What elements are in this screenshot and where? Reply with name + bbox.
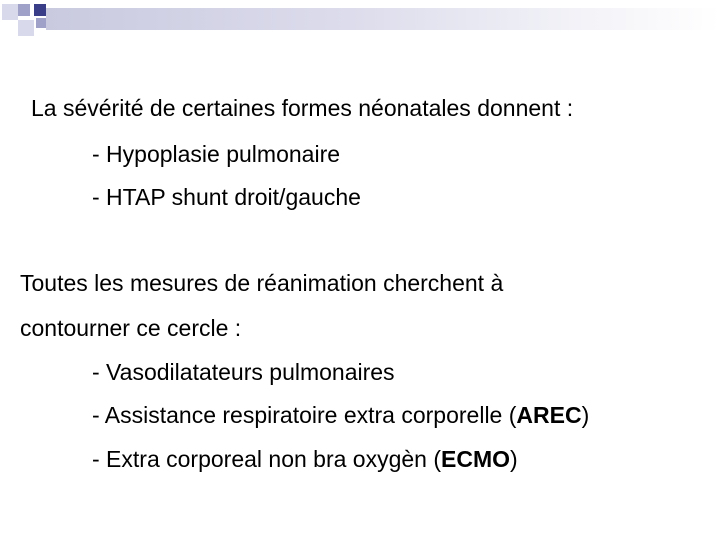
- deco-square-dark: [34, 4, 46, 16]
- treatment-item: [92, 357, 395, 387]
- deco-square-light: [2, 4, 18, 20]
- treatment-text: - Extra corporeal non bra oxygèn (: [92, 446, 442, 472]
- measures-text: Toutes les mesures de réanimation cherchent à: [20, 270, 504, 296]
- treatment-abbreviation: ECMO: [441, 446, 511, 472]
- deco-square-light: [18, 20, 34, 36]
- treatment-item: [92, 400, 589, 430]
- treatment-close: ): [581, 402, 590, 428]
- intro-text: La sévérité de certaines formes néonatales donnent :: [31, 95, 574, 121]
- treatment-text: - Assistance respiratoire extra corporelle (: [92, 402, 517, 428]
- consequence-item: - HTAP shunt droit/gauche: [92, 184, 361, 210]
- treatment-text: - Vasodilatateurs pulmonaires: [92, 359, 395, 385]
- treatment-close: ): [510, 446, 518, 472]
- treatment-item: [92, 444, 518, 474]
- header-gradient-bar: [46, 8, 720, 30]
- treatment-abbreviation: AREC: [516, 402, 582, 428]
- measures-text: contourner ce cercle :: [20, 315, 242, 341]
- consequence-item: - Hypoplasie pulmonaire: [92, 141, 341, 167]
- deco-square-mid: [36, 18, 46, 28]
- deco-square-mid: [18, 4, 30, 16]
- header-decoration: [0, 0, 720, 40]
